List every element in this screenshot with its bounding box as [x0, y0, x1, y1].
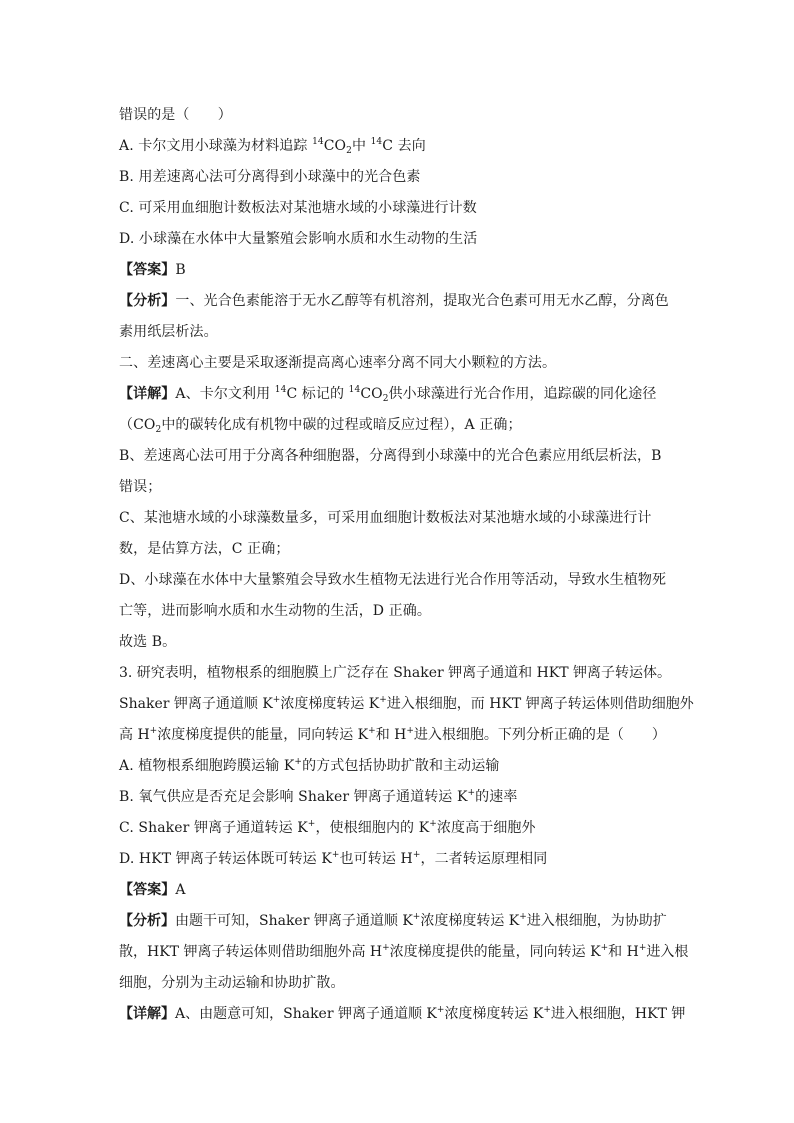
q2-option-b: B. 用差速离心法可分离得到小球藻中的光合色素	[119, 169, 421, 185]
q3-stem-line-1: 3. 研究表明，植物根系的细胞膜上广泛存在 Shaker 钾离子通道和 HKT 钾离子转运体。	[119, 665, 672, 681]
q3-analysis-line-1: 【分析】由题干可知，Shaker 钾离子通道顺 K+浓度梯度转运 K+进入根细胞，为协助扩	[119, 912, 667, 929]
answer-label: 【答案】	[119, 262, 176, 278]
detail-label: 【详解】	[119, 386, 176, 402]
q2-option-d: D. 小球藻在水体中大量繁殖会影响水质和水生动物的生活	[119, 231, 478, 247]
q2-detail-d-line-1: D、小球藻在水体中大量繁殖会导致水生植物无法进行光合作用等活动，导致水生植物死	[119, 572, 667, 588]
detail-label: 【详解】	[119, 1006, 175, 1022]
q2-detail-a-line-1: 【详解】A、卡尔文利用 $^{14}$C 标记的 $^{14}CO_2$供小球藻进行光合作用，追踪碳的同化途径	[119, 385, 657, 404]
q3-option-c: C. Shaker 钾离子通道转运 K+，使根细胞内的 K+浓度高于细胞外	[119, 819, 536, 836]
q2-conclusion: 故选 B。	[119, 634, 177, 650]
q3-option-d: D. HKT 钾离子转运体既可转运 K+也可转运 H+，二者转运原理相同	[119, 850, 548, 867]
q2-analysis-line-3: 二、差速离心主要是采取逐渐提高离心速率分离不同大小颗粒的方法。	[119, 355, 557, 371]
analysis-label: 【分析】	[119, 293, 176, 309]
q2-analysis-line-1: 【分析】一、光合色素能溶于无水乙醇等有机溶剂，提取光合色素可用无水乙醇，分离色	[119, 293, 669, 309]
q3-stem-line-2: Shaker 钾离子通道顺 K+浓度梯度转运 K+进入根细胞，而 HKT 钾离子转运体则借助细胞外	[119, 695, 694, 712]
q3-answer: 【答案】A	[119, 882, 186, 898]
q2-detail-c-line-1: C、某池塘水域的小球藻数量多，可采用血细胞计数板法对某池塘水域的小球藻进行计	[119, 510, 652, 526]
q2-analysis-line-2: 素用纸层析法。	[119, 324, 218, 340]
q3-option-a: A. 植物根系细胞跨膜运输 K+的方式包括协助扩散和主动运输	[119, 757, 500, 774]
answer-label: 【答案】	[119, 882, 176, 898]
q3-stem-line-3: 高 H+浓度梯度提供的能量，同向转运 K+和 H+进入根细胞。下列分析正确的是（ ）	[119, 726, 666, 743]
q3-analysis-line-2: 散，HKT 钾离子转运体则借助细胞外高 H+浓度梯度提供的能量，同向转运 K+和 H+进入根	[119, 943, 689, 960]
q2-detail-b-line-1: B、差速离心法可用于分离各种细胞器，分离得到小球藻中的光合色素应用纸层析法，B	[119, 448, 662, 464]
q2-option-a: A. 卡尔文用小球藻为材料追踪 $^{14}CO_2$中 $^{14}$C 去向	[119, 137, 426, 156]
q2-answer: 【答案】B	[119, 262, 186, 278]
q3-analysis-line-3: 细胞，分别为主动运输和协助扩散。	[119, 975, 345, 991]
q2-detail-c-line-2: 数，是估算方法，C 正确；	[119, 541, 290, 557]
analysis-label: 【分析】	[119, 913, 175, 929]
page-content	[119, 100, 694, 1030]
q2-detail-d-line-2: 亡等，进而影响水质和水生动物的生活，D 正确。	[119, 603, 431, 619]
q2-detail-b-line-2: 错误；	[119, 479, 162, 495]
q2-detail-a-line-2: （$CO_2$中的碳转化成有机物中碳的过程或暗反应过程），A 正确；	[119, 417, 522, 435]
q2-option-c: C. 可采用血细胞计数板法对某池塘水域的小球藻进行计数	[119, 200, 477, 216]
q3-detail-a-line-1: 【详解】A、由题意可知，Shaker 钾离子通道顺 K+浓度梯度转运 K+进入根细胞，HKT 钾	[119, 1005, 686, 1022]
q3-option-b: B. 氧气供应是否充足会影响 Shaker 钾离子通道转运 K+的速率	[119, 788, 518, 805]
q2-stem-tail: 错误的是（ ）	[119, 107, 232, 123]
